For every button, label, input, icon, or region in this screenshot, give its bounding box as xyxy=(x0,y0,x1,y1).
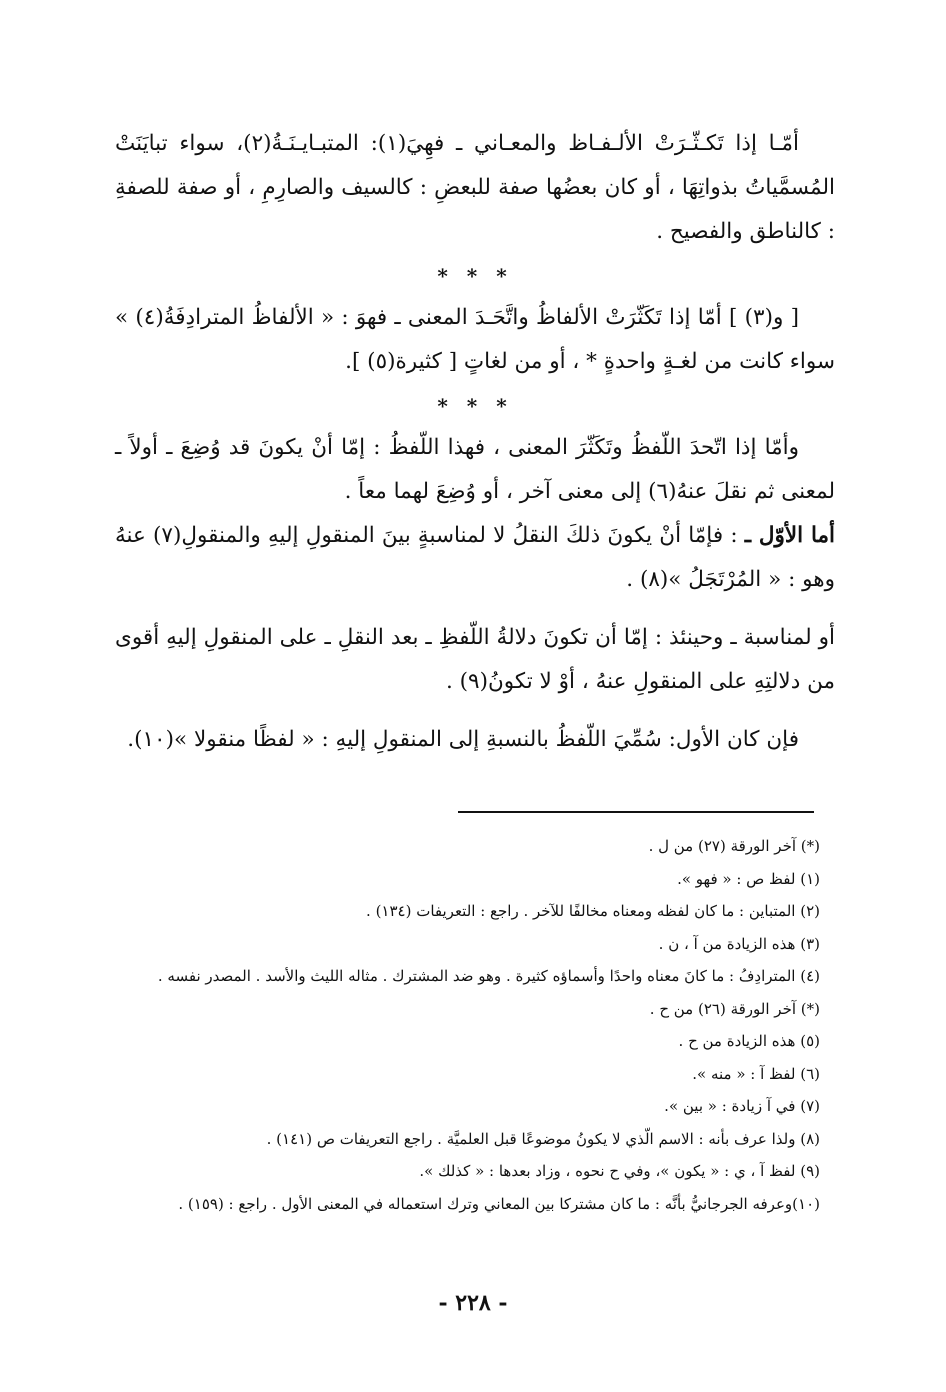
footnotes xyxy=(130,830,820,1220)
footnote: (*) آخر الورقة (٢٧) من ل . xyxy=(648,837,820,855)
footnote: (٧) في آ زيادة : « بين ». xyxy=(664,1097,820,1115)
footnote: (٦) لفظ آ : « منه ». xyxy=(692,1064,820,1083)
main-text xyxy=(115,122,835,762)
paragraph-3: وأمّا إذا اتّحدَ اللّفظُ وتَكَثّرَ المعنى ، فهذا اللّفظُ : إمّا أنْ يكونَ قد وُضِعَ ـ أولاً ـ لمعنى ثم نقلَ عنهُ(٦) إلى معنى آخر ، أو وُضِعَ لهما معاً . xyxy=(115,435,835,504)
paragraph-4 xyxy=(115,514,835,602)
section-separator: * * * xyxy=(437,264,513,288)
footnote: (٩) لفظ آ ، ي : « يكون »، وفي ح نحوه ، وزاد بعدها : « كذلك ». xyxy=(419,1162,820,1180)
section-separator: * * * xyxy=(437,394,513,418)
footnote: (٨) ولذا عرف بأنه : الاسم الّذي لا يكونُ موضوعًا قبل العلميَّة . راجع التعريفات ص (١٤١) . xyxy=(266,1129,820,1148)
footnote: (٢) المتباين : ما كان لفظه ومعناه مخالفًا للآخر . راجع : التعريفات (١٣٤) . xyxy=(366,902,820,920)
paragraph-1: أمّـا إذا تَكـثّـرَتْ الألـفـاظ والمعـاني ـ فهِيَ(١): المتبـايـنَـةُ(٢)، سواء تبايَنَتْ المُسمَّياتُ بذواتِهَا ، أو كان بعضُها صفة للبعضِ : كالسيف والصارِمِ ، أو صفة للصفةِ : كالناطق والفصيح . xyxy=(115,131,835,244)
footnote: (٣) هذه الزيادة من آ ، ن . xyxy=(658,934,820,953)
paragraph-4-heading: أما الأوّل ـ xyxy=(744,523,835,548)
paragraph-2: [ و(٣) ] أمّا إذا تَكَثّرَتْ الألفاظُ واتَّحَـدَ المعنى ـ فهوَ : « الألفاظُ المترادِفَةُ(٤) » سواء كانت من لغـةٍ واحدةٍ * ، أو من لغاتٍ [ كثيرة(٥) ]. xyxy=(115,305,835,374)
paragraph-6: فإن كان الأول: سُمِّيَ اللّفظُ بالنسبةِ إلى المنقولِ إليهِ : « لفظًا منقولا »(١٠). xyxy=(127,727,799,752)
footnote: (*) آخر الورقة (٢٦) من ح . xyxy=(649,999,820,1018)
footnote: (١) لفظ ص : « فهو ». xyxy=(677,869,820,888)
footnote: (٥) هذه الزيادة من ح . xyxy=(678,1032,820,1050)
footnote: (١٠)وعرفه الجرجانيُّ بأنَّه : ما كان مشتركا بين المعاني وترك استعماله في المعنى الأول . راجع : (١٥٩) . xyxy=(178,1194,820,1213)
footnote-divider xyxy=(458,811,814,813)
page-number: - ٢٢٨ - xyxy=(438,1290,508,1316)
paragraph-4-text: : فإمّا أنْ يكونَ ذلكَ النقلُ لا لمناسبةٍ بينَ المنقولِ إليهِ والمنقولِ(٧) عنهُ وهو : « المُرْتَجَلُ »(٨) . xyxy=(115,523,835,592)
footnote: (٤) المترادِفُ : ما كانَ معناه واحدًا وأسماؤه كثيرة . وهو ضد المشترك . مثاله الليث والأسد . المصدر نفسه . xyxy=(157,967,820,985)
paragraph-5: أو لمناسبة ـ وحينئذ : إمّا أن تكونَ دلالةُ اللّفظِ ـ بعد النقلِ ـ على المنقولِ إليهِ أقوى من دلالتِهِ على المنقولِ عنهُ ، أوْ لا تكونُ(٩) . xyxy=(115,625,835,694)
